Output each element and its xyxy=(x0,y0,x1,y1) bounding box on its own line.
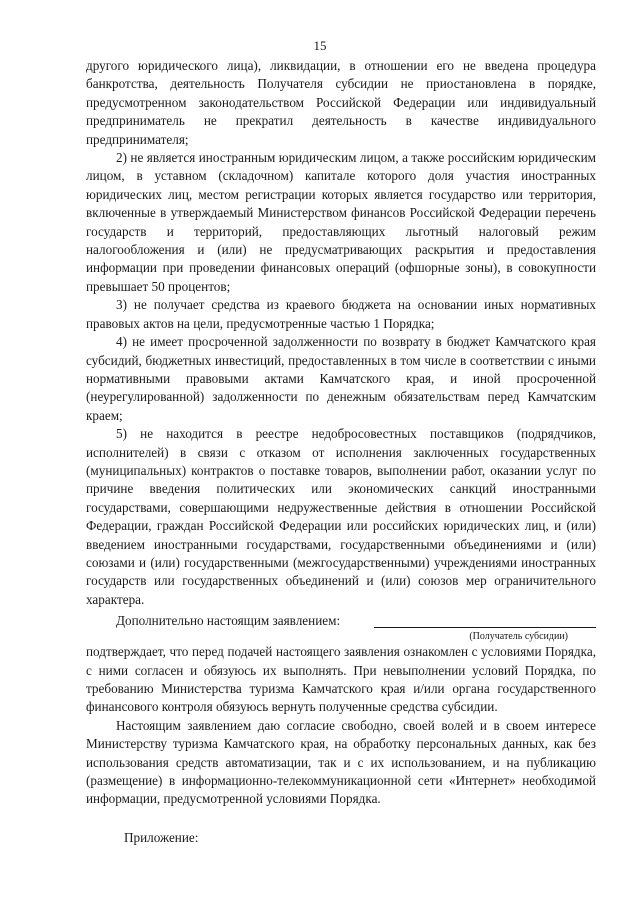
signature-line xyxy=(374,627,596,628)
paragraph-item-3: 3) не получает средства из краевого бюджета на основании иных нормативных правовых актов на цели, предусмотренные частью 1 Порядка; xyxy=(86,297,596,331)
signature-label: Дополнительно настоящим заявлением: xyxy=(116,613,341,629)
paragraph-continuation: другого юридического лица), ликвидации, в отношении его не введена процедура банкротства, деятельность Получателя субсидии не приостановлена в порядке, предусмотренном законодательством Российской Федерации или индивидуальный предприниматель не прекратил деятельность в качестве индивидуального предпринимателя; xyxy=(86,58,596,147)
paragraph-item-5: 5) не находится в реестре недобросовестных поставщиков (подрядчиков, исполнителей) в связи с отказом от исполнения заключенных государственных (муниципальных) контрактов о поставке товаров, выполнении работ, оказании услуг по причине введения политических или экономических санкций иностранными государствами, совершающими недружественные действия в отношении Российской Федерации, граждан Российской Федерации или российских юридических лиц, и (или) введением иностранными государствами, государственными объединениями и (или) союзами и (или) государственными (межгосударственными) учреждениями иностранных государств или государственных объединений и (или) союзов мер ограничительного характера. xyxy=(86,426,596,607)
document-body xyxy=(86,57,596,847)
signature-row xyxy=(86,612,596,630)
paragraph-item-4: 4) не имеет просроченной задолженности по возврату в бюджет Камчатского края субсидий, бюджетных инвестиций, предоставленных в том числе в соответствии с иными нормативными правовыми актами Камчатского края, и иной просроченной (неурегулированной) задолженности по денежным обязательствам перед Камчатским краем; xyxy=(86,334,596,423)
signature-caption: (Получатель субсидии) xyxy=(469,631,568,643)
paragraph-consent: Настоящим заявлением даю согласие свободно, своей волей и в своем интересе Министерству туризма Камчатского края, на обработку персональных данных, как без использования средств автоматизации, так и с их использованием, и на публикацию (размещение) в информационно-телекоммуникационной сети «Интернет» необходимой информации, предусмотренной условиями Порядка. xyxy=(86,717,596,807)
paragraph-item-2: 2) не является иностранным юридическим лицом, а также российским юридическим лицом, в уставном (складочном) капитале которого доля участия иностранных юридических лиц, местом регистрации которых является государство или территория, включенные в утверждаемый Министерством финансов Российской Федерации перечень государств и территорий, предоставляющих льготный налоговый режим налогообложения и (или) не предусматривающих раскрытия и предоставления информации при проведении финансовых операций (офшорные зоны), в совокупности превышает 50 процентов; xyxy=(86,150,596,294)
page-number: 15 xyxy=(313,38,327,53)
spacer xyxy=(86,809,596,829)
attachment-label: Приложение: xyxy=(124,829,199,845)
paragraph-confirmation: подтверждает, что перед подачей настоящего заявления ознакомлен с условиями Порядка, с ними согласен и обязуюсь их выполнять. При невыполнении условий Порядка, по требованию Министерства туризма Камчатского края и/или органа государственного финансового контроля обязуюсь вернуть полученные средства субсидии. xyxy=(86,644,596,715)
